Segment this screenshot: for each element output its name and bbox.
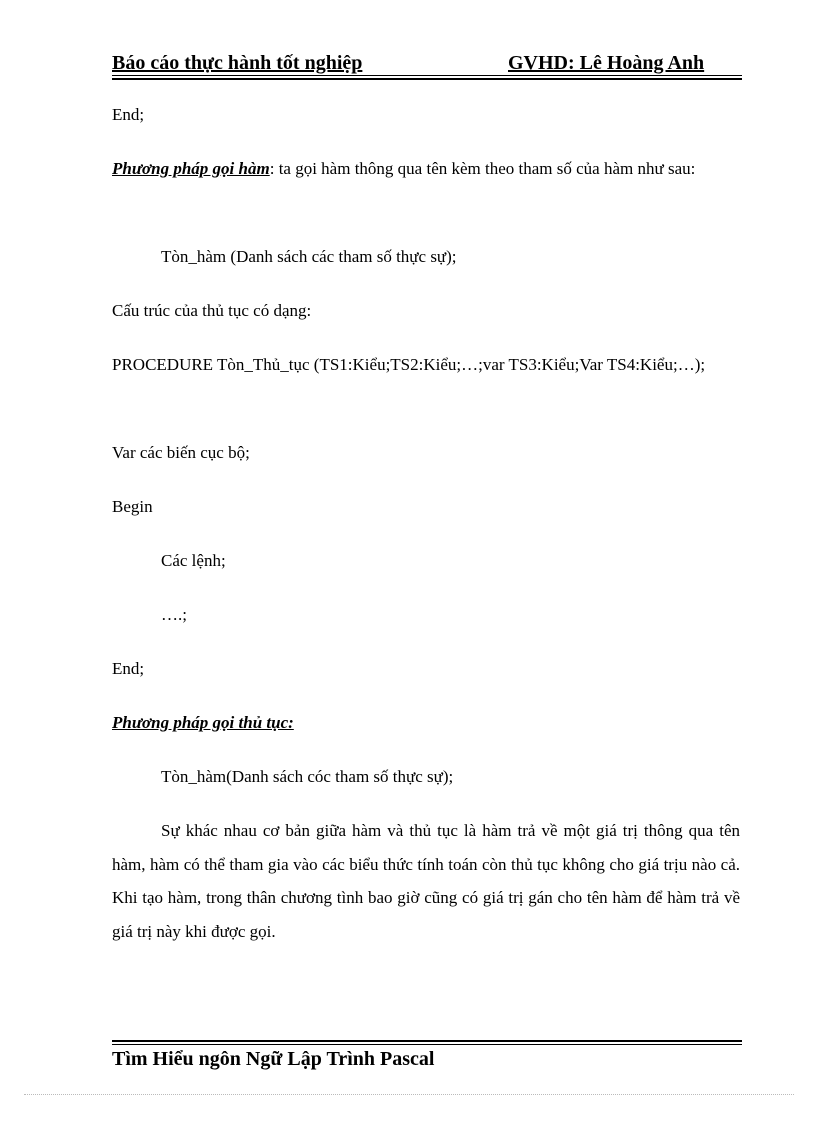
call-function-example: Tòn_hàm (Danh sách các tham số thực sự); bbox=[161, 247, 457, 266]
report-title: Báo cáo thực hành tốt nghiệp bbox=[112, 52, 363, 74]
footer-rule-thick bbox=[112, 1040, 742, 1042]
procedure-structure-intro: Cấu trúc của thủ tục có dạng: bbox=[112, 301, 312, 320]
page-header bbox=[112, 50, 742, 77]
footer-title: Tìm Hiểu ngôn Ngữ Lập Trình Pascal bbox=[112, 1048, 435, 1070]
page-bottom-border bbox=[24, 1094, 794, 1095]
call-function-paragraph bbox=[112, 151, 732, 186]
procedure-declaration: PROCEDURE Tòn_Thủ_tục (TS1:Kiểu;TS2:Kiểu;…;var TS3:Kiểu;Var TS4:Kiểu;…); bbox=[112, 355, 706, 374]
instructor-name: GVHD: Lê Hoàng Anh bbox=[508, 52, 705, 74]
difference-paragraph: Sự khác nhau cơ bản giữa hàm và thủ tục là hàm trả về một giá trị thông qua tên hàm, hàm có thể tham gia vào các biểu thức tính toán còn thủ tục không cho giá trịu nào cả. Khi tạo hàm, trong thân chương tình bao giờ cũng có giá trị gán cho tên hàm để hàm trả về giá trị này khi được gọi. bbox=[112, 821, 740, 941]
local-variables: Var các biến cục bộ; bbox=[112, 443, 250, 462]
ellipsis-line: ….; bbox=[161, 605, 187, 624]
end-statement-1: End; bbox=[112, 105, 145, 124]
call-function-text: : ta gọi hàm thông qua tên kèm theo tham số của hàm như sau: bbox=[269, 159, 696, 178]
statements-line: Các lệnh; bbox=[161, 551, 226, 570]
begin-keyword: Begin bbox=[112, 497, 153, 516]
header-rule-thin bbox=[112, 75, 742, 76]
call-procedure-example: Tòn_hàm(Danh sách cóc tham số thực sự); bbox=[161, 767, 454, 786]
header-rule-thick bbox=[112, 78, 742, 80]
call-function-heading: Phương pháp gọi hàm bbox=[112, 159, 270, 178]
call-procedure-heading: Phương pháp gọi thủ tục: bbox=[112, 713, 294, 732]
end-statement-2: End; bbox=[112, 659, 145, 678]
